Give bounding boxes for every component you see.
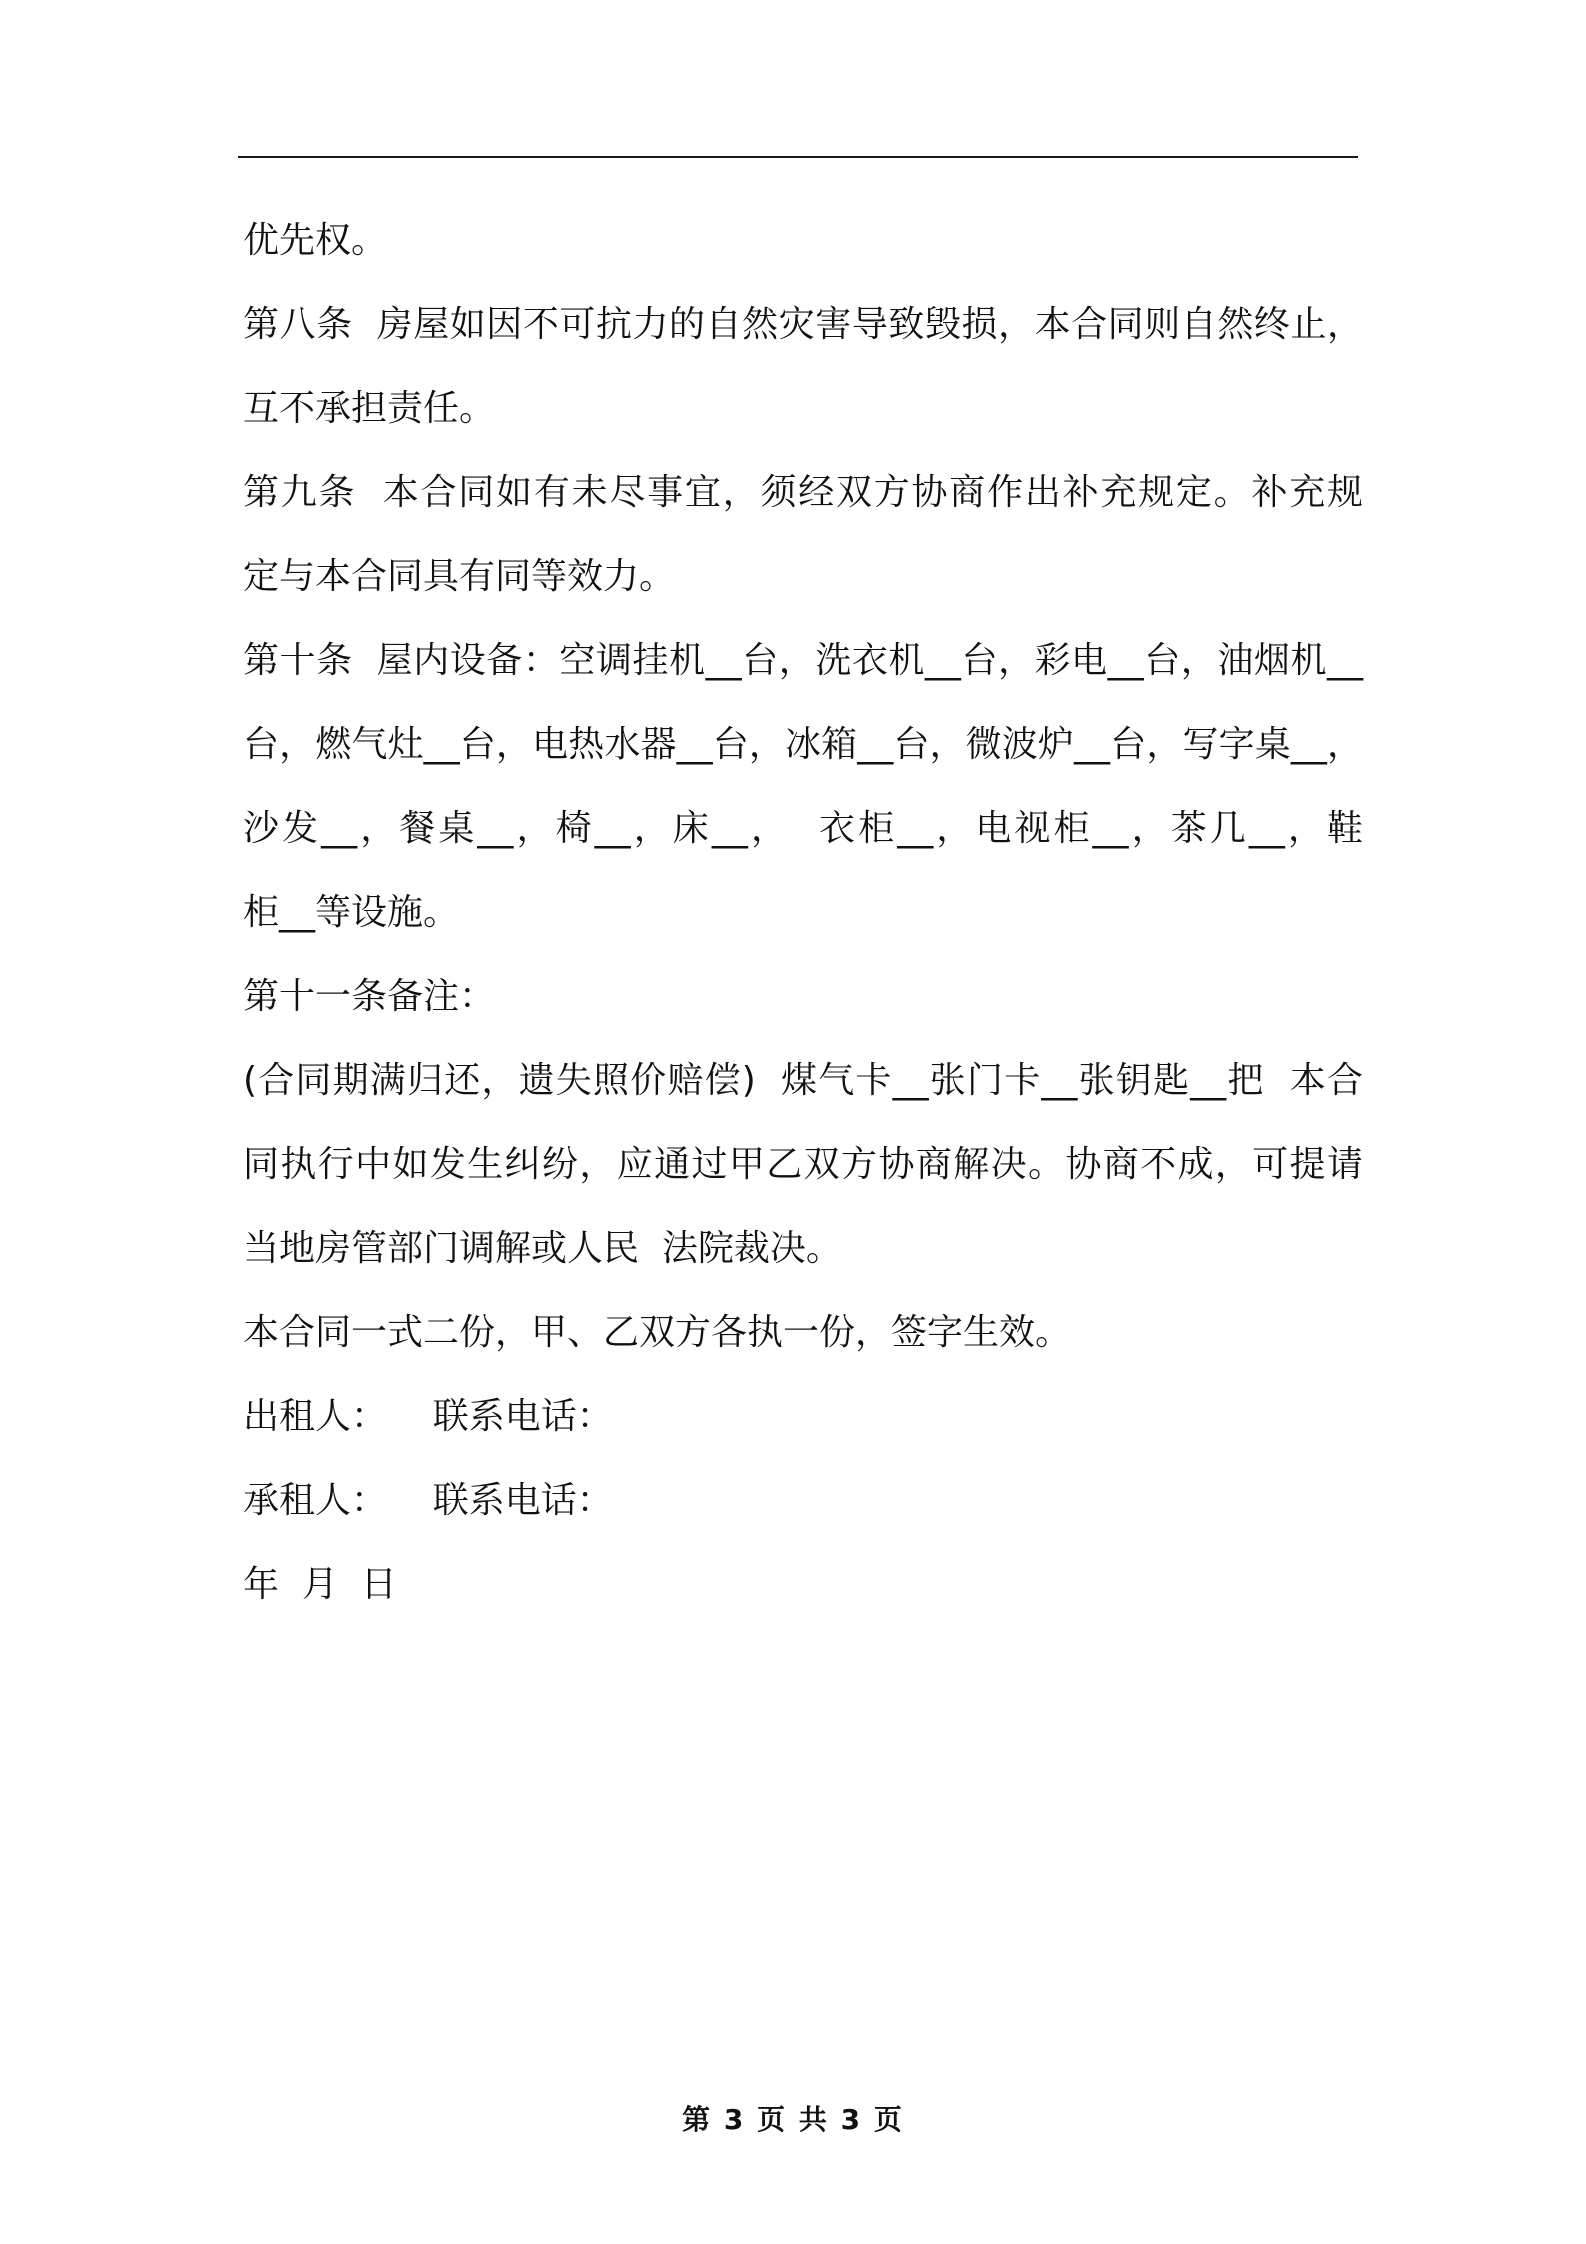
text-line: 承租人： 联系电话： <box>243 1480 613 1521</box>
text-line: (合同期满归还，遗失照价赔偿) 煤气卡__张门卡__张钥匙__把 本合 <box>243 1060 1363 1101</box>
contract-body <box>243 199 1363 1627</box>
text-line: 本合同一式二份，甲、乙双方各执一份，签字生效。 <box>243 1312 1072 1353</box>
header-rule <box>238 156 1358 158</box>
text-line: 第十一条备注： <box>243 976 496 1017</box>
text-line: 台，燃气灶__台，电热水器__台，冰箱__台，微波炉__台，写字桌__， <box>243 724 1363 765</box>
text-line: 同执行中如发生纠纷，应通过甲乙双方协商解决。协商不成，可提请 <box>243 1144 1363 1185</box>
text-line: 第十条 屋内设备：空调挂机__台，洗衣机__台，彩电__台，油烟机__ <box>243 640 1363 681</box>
text-line: 沙发__，餐桌__，椅__，床__， 衣柜__，电视柜__，茶几__，鞋 <box>243 808 1363 849</box>
text-line: 互不承担责任。 <box>243 388 496 429</box>
page-number: 第 3 页 共 3 页 <box>682 2103 904 2136</box>
text-line: 年 月 日 <box>243 1564 397 1605</box>
text-line: 定与本合同具有同等效力。 <box>243 556 676 597</box>
text-line: 第九条 本合同如有未尽事宜，须经双方协商作出补充规定。补充规 <box>243 472 1363 513</box>
text-line: 出租人： 联系电话： <box>243 1396 613 1437</box>
text-line: 优先权。 <box>243 220 388 261</box>
text-line: 柜__等设施。 <box>243 892 460 933</box>
text-line: 第八条 房屋如因不可抗力的自然灾害导致毁损，本合同则自然终止， <box>243 304 1363 345</box>
text-line: 当地房管部门调解或人民 法院裁决。 <box>243 1228 842 1269</box>
